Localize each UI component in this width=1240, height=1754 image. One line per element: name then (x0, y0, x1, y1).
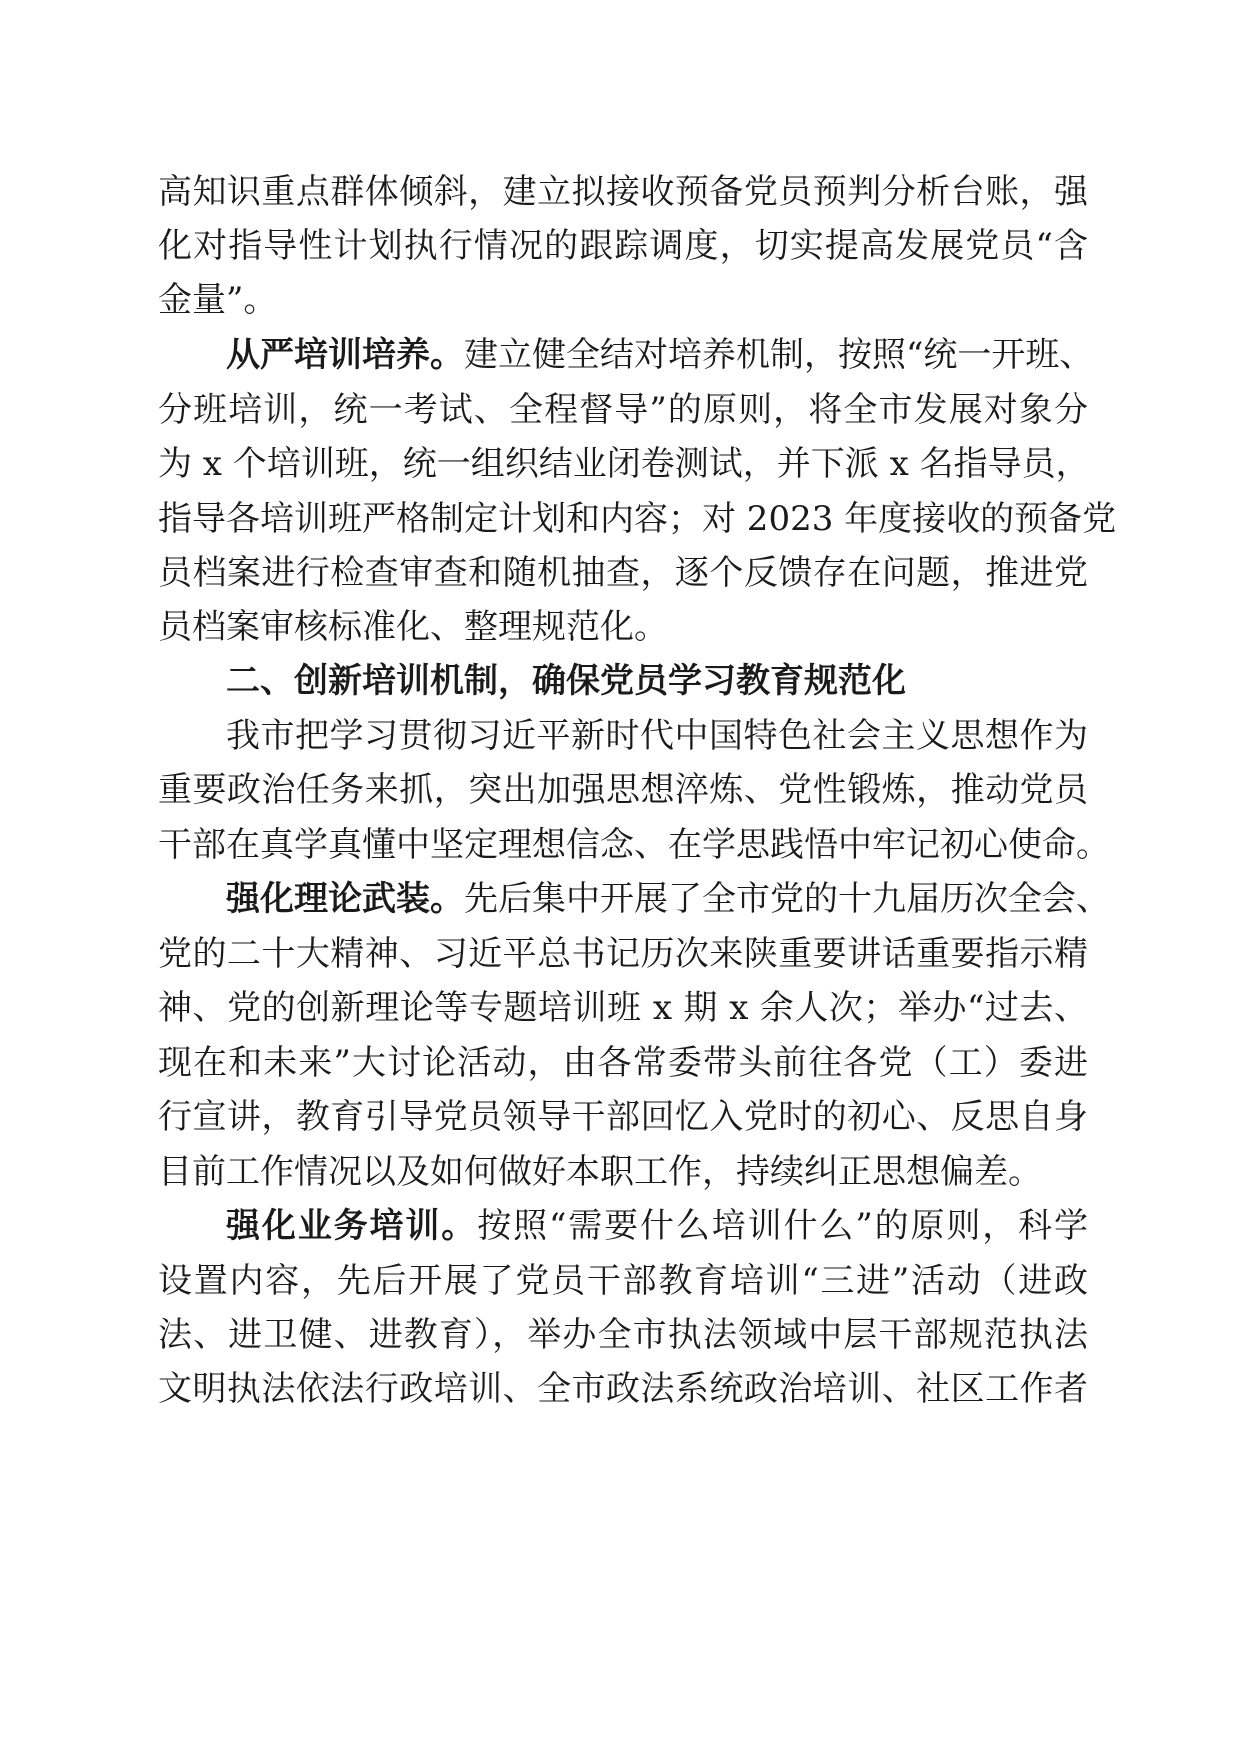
text-line: 金量”。 (158, 280, 278, 320)
text-line: 化对指导性计划执行情况的跟踪调度，切实提高发展党员“含 (158, 226, 1088, 266)
text-line: 为 x 个培训班，统一组织结业闭卷测试，并下派 x 名指导员， (158, 444, 1090, 484)
text-line: 员档案审核标准化、整理规范化。 (158, 607, 668, 647)
text-line (226, 877, 1110, 921)
paragraph-lead: 强化理论武装。 (226, 879, 464, 919)
text-line: 员档案进行检查审查和随机抽查，逐个反馈存在问题，推进党 (158, 553, 1088, 593)
text-line (226, 1204, 1088, 1248)
text-line: 干部在真学真懂中坚定理想信念、在学思践悟中牢记初心使命。 (158, 825, 1110, 865)
text-line: 目前工作情况以及如何做好本职工作，持续纠正思想偏差。 (158, 1152, 1042, 1192)
text-line: 法、进卫健、进教育），举办全市执法领域中层干部规范执法 (158, 1315, 1088, 1355)
text-line: 指导各培训班严格制定计划和内容；对 2023 年度接收的预备党 (158, 499, 1117, 539)
text-run: 按照“需要什么培训什么”的原则，科学 (477, 1206, 1089, 1246)
section-heading: 二、创新培训机制，确保党员学习教育规范化 (226, 661, 906, 701)
text-line: 高知识重点群体倾斜，建立拟接收预备党员预判分析台账，强 (158, 172, 1088, 212)
text-line: 行宣讲，教育引导党员领导干部回忆入党时的初心、反思自身 (158, 1097, 1088, 1137)
text-line: 文明执法依法行政培训、全市政法系统政治培训、社区工作者 (158, 1369, 1088, 1409)
text-line: 我市把学习贯彻习近平新时代中国特色社会主义思想作为 (226, 716, 1088, 756)
text-line: 设置内容，先后开展了党员干部教育培训“三进”活动（进政 (158, 1261, 1088, 1301)
text-line: 分班培训，统一考试、全程督导”的原则，将全市发展对象分 (158, 390, 1088, 430)
text-line: 神、党的创新理论等专题培训班 x 期 x 余人次；举办“过去、 (158, 988, 1088, 1028)
paragraph-lead: 从严培训培养。 (226, 335, 464, 375)
text-run: 先后集中开展了全市党的十九届历次全会、 (464, 879, 1110, 919)
paragraph-lead: 强化业务培训。 (226, 1206, 478, 1246)
text-line (226, 333, 1094, 377)
text-line: 党的二十大精神、习近平总书记历次来陕重要讲话重要指示精 (158, 934, 1088, 974)
text-line: 现在和未来”大讨论活动，由各常委带头前往各党（工）委进 (158, 1043, 1088, 1083)
text-run: 建立健全结对培养机制，按照“统一开班、 (464, 335, 1094, 375)
text-line: 重要政治任务来抓，突出加强思想淬炼、党性锻炼，推动党员 (158, 770, 1088, 810)
